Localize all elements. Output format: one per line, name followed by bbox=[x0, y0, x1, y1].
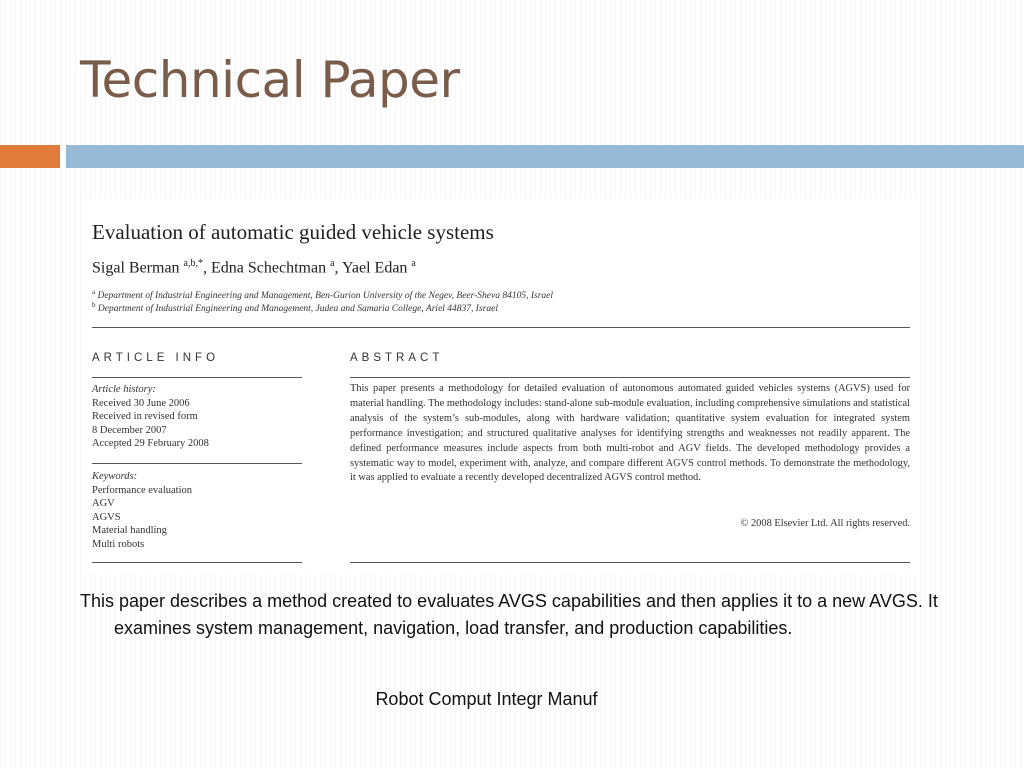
author-affiliation-mark: a bbox=[411, 258, 416, 269]
history-entry: 8 December 2007 bbox=[92, 424, 167, 436]
paper-authors bbox=[92, 258, 416, 277]
accent-bar-blue bbox=[66, 145, 1024, 168]
article-info-divider bbox=[92, 377, 302, 378]
journal-citation: Robot Comput Integr Manuf bbox=[375, 689, 598, 709]
keyword: Material handling bbox=[92, 525, 167, 536]
author-affiliation-mark: a bbox=[330, 258, 335, 269]
abstract-divider bbox=[350, 377, 910, 378]
accent-bar-orange bbox=[0, 145, 60, 168]
keyword: AGVS bbox=[92, 511, 121, 523]
corresponding-author-mark: * bbox=[198, 258, 203, 269]
slide-description: This paper describes a method created to evaluates AVGS capabilities and then applies it to a new AVGS. It examines system management, navigation, load transfer, and production capabilities. bbox=[80, 591, 938, 638]
affiliation-text: Department of Industrial Engineering and Management, Ben-Gurion University of the Negev, Beer-Sheva 84105, Israel bbox=[95, 291, 554, 302]
paper-excerpt-image bbox=[84, 198, 920, 574]
abstract-heading: ABSTRACT bbox=[350, 352, 444, 364]
history-entry: Received in revised form bbox=[92, 411, 198, 422]
copyright-notice: © 2008 Elsevier Ltd. All rights reserved. bbox=[740, 518, 910, 529]
slide-title: Technical Paper bbox=[80, 51, 460, 109]
history-entry: Accepted 29 February 2008 bbox=[92, 438, 209, 449]
abstract-text: This paper presents a methodology for detailed evaluation of autonomous automated guided vehicles systems (AGVS) used for material handling. The methodology includes: stand-alone sub-module evaluation, including comprehensive simulations and statistical analysis of the system’s sub-modules, along with hardware validation; quantitative system evaluation for integrated system performance investigation; and structured qualitative analyses for identifying strengths and weaknesses not readily apparent. The defined performance measures include aspects from both multi-robot and AGV fields. The developed methodology provides a systematic way to model, experiment with, analyze, and compare different AGVS control methods. To demonstrate the methodology, it was applied to evaluate a recently developed decentralized AGVS control method. bbox=[350, 383, 910, 484]
keywords-label: Keywords: bbox=[92, 471, 138, 482]
keyword: AGV bbox=[92, 498, 115, 509]
article-info-divider bbox=[92, 562, 302, 563]
author-affiliation-mark: a,b, bbox=[183, 258, 198, 269]
author-name: Edna Schechtman bbox=[211, 259, 331, 277]
abstract-divider bbox=[350, 562, 910, 563]
author-name: Sigal Berman bbox=[92, 259, 184, 277]
author-separator: , bbox=[334, 259, 342, 277]
article-info-heading: ARTICLE INFO bbox=[92, 352, 220, 364]
keywords bbox=[92, 470, 192, 551]
affiliation-mark: b bbox=[92, 301, 96, 309]
affiliation-b bbox=[92, 301, 498, 314]
article-info-divider bbox=[92, 463, 302, 464]
affiliation-mark: a bbox=[92, 288, 96, 296]
paper-title: Evaluation of automatic guided vehicle systems bbox=[92, 220, 494, 244]
keyword: Multi robots bbox=[92, 538, 145, 550]
keyword: Performance evaluation bbox=[92, 484, 192, 496]
article-history bbox=[92, 383, 209, 451]
author-name: Yael Edan bbox=[341, 259, 412, 277]
affiliation-a bbox=[92, 288, 553, 301]
affiliation-text: Department of Industrial Engineering and Management, Judea and Samaria College, Ariel 44837, Israel bbox=[95, 304, 498, 315]
article-history-label: Article history: bbox=[92, 384, 156, 395]
author-separator: , bbox=[203, 259, 211, 277]
history-entry: Received 30 June 2006 bbox=[92, 397, 190, 409]
header-divider bbox=[92, 327, 910, 328]
